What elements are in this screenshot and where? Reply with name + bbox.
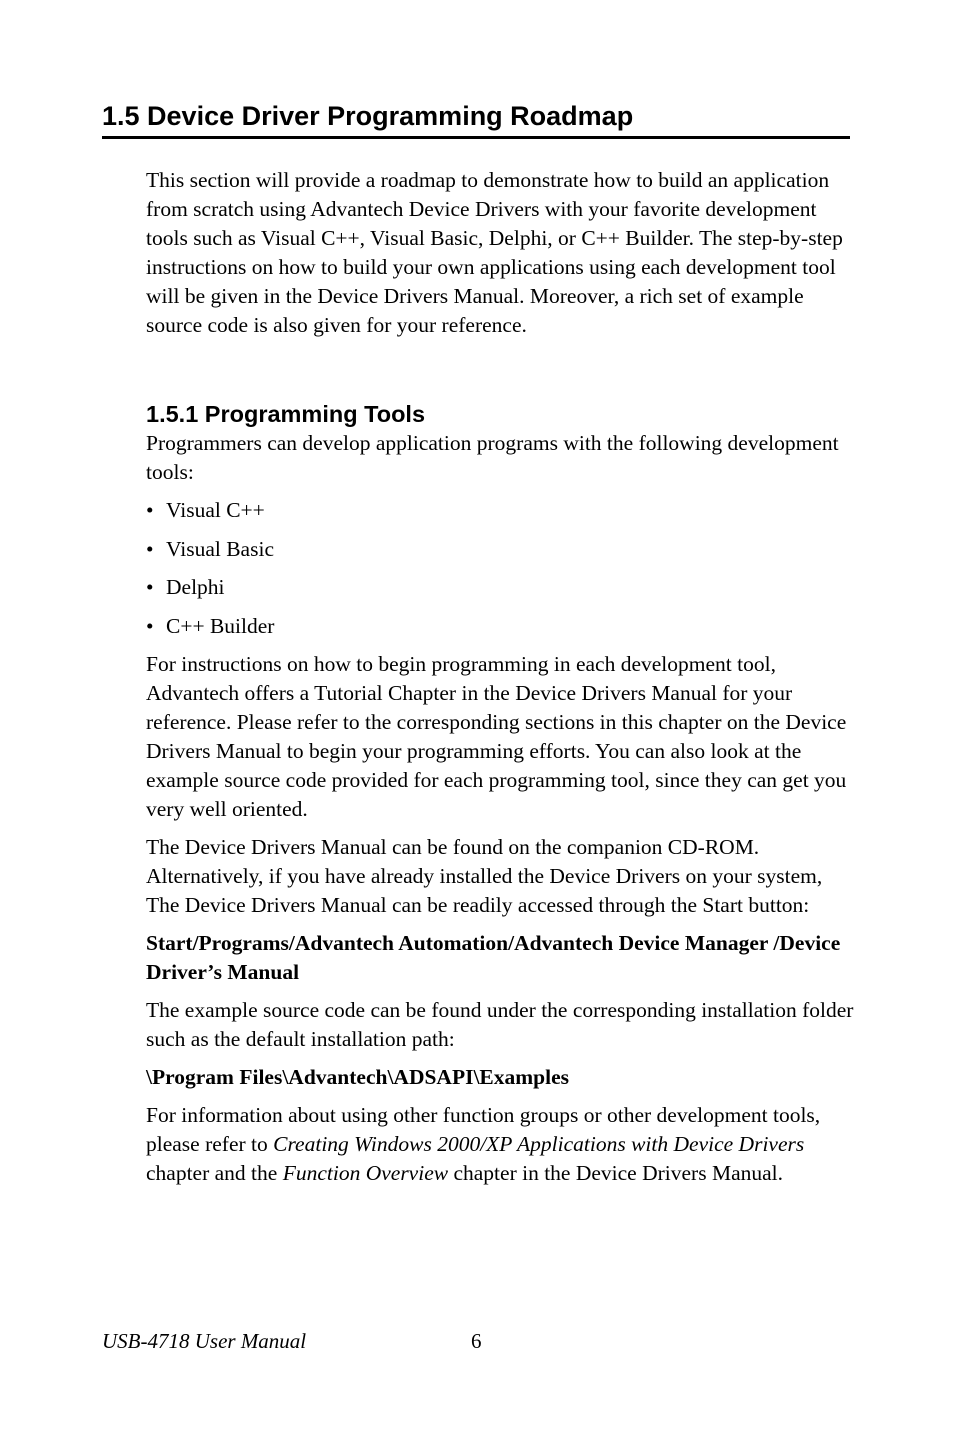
bullet: • — [146, 498, 154, 522]
list-item — [146, 612, 854, 641]
manual-location-paragraph: The Device Drivers Manual can be found on the companion CD-ROM. Alternatively, if you have already installed the Device Drivers on your system, The Device Drivers Manual can be readily accessed through the Start button: — [146, 835, 823, 917]
more-info-text: For information about using other function groups or other development tools, please refer to — [146, 1103, 821, 1156]
list-item — [146, 496, 854, 525]
tool-label: C++ Builder — [166, 613, 275, 638]
list-item — [146, 573, 854, 602]
subsection-title: 1.5.1 Programming Tools — [146, 401, 426, 427]
bullet: • — [146, 536, 154, 561]
more-info-paragraph — [146, 1101, 854, 1188]
page-content — [146, 166, 854, 1188]
list-item — [146, 535, 854, 564]
chapter-title-creating-apps: Creating Windows 2000/XP Applications with Device Drivers — [273, 1132, 805, 1156]
tool-label: Visual Basic — [166, 536, 274, 561]
chapter-title-function-overview: Function Overview — [282, 1161, 449, 1185]
footer-manual-title: USB-4718 User Manual — [102, 1329, 307, 1353]
bullet: • — [146, 613, 154, 638]
more-info-text: chapter in the Device Drivers Manual. — [448, 1161, 784, 1185]
intro-paragraph: This section will provide a roadmap to demonstrate how to build an application from scratch using Advantech Device Drivers with your favorite development tools such as Visual C++, Visual Basic, Delphi, or C++ Builder. The step-by-step instructions on how to build your own applications using each development tool will be given in the Device Drivers Manual. Moreover, a rich set of example source code is also given for your reference. — [146, 168, 843, 337]
section-title: 1.5 Device Driver Programming Roadmap — [102, 98, 850, 139]
start-menu-path: Start/Programs/Advantech Automation/Advantech Device Manager /Device Driver’s Manual — [146, 931, 841, 984]
tools-lead-paragraph: Programmers can develop application programs with the following development tools: — [146, 431, 839, 484]
more-info-text: chapter and the — [146, 1161, 283, 1185]
instructions-paragraph: For instructions on how to begin programming in each development tool, Advantech offers a Tutorial Chapter in the Device Drivers Manual for your reference. Please refer to the corresponding sections in this chapter on the Device Drivers Manual to begin your programming efforts. You can also look at the example source code provided for each programming tool, since they can get you very well oriented. — [146, 652, 847, 821]
examples-paragraph: The example source code can be found under the corresponding installation folder such as the default installation path: — [146, 998, 854, 1051]
footer-page-number: 6 — [471, 1329, 482, 1353]
tool-label: Visual C++ — [166, 498, 265, 522]
tools-list — [146, 496, 854, 641]
install-path: \Program Files\Advantech\ADSAPI\Examples — [146, 1065, 570, 1089]
bullet: • — [146, 575, 154, 599]
tool-label: Delphi — [166, 575, 225, 599]
